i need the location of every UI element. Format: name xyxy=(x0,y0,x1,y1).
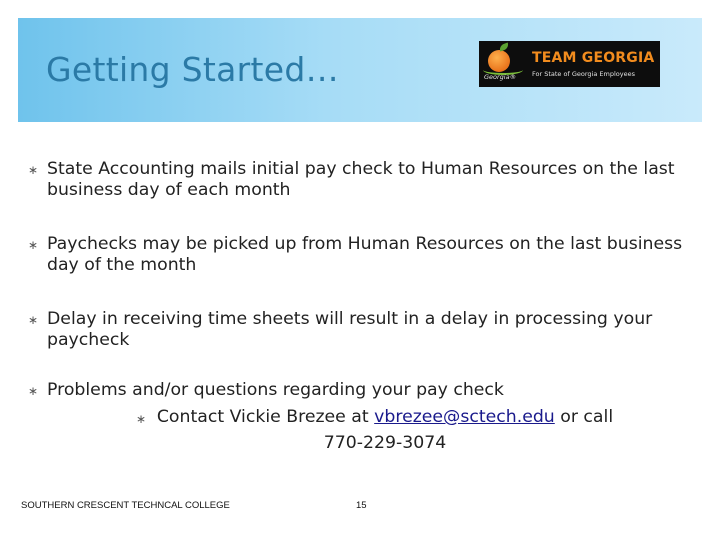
footer-college: SOUTHERN CRESCENT TECHNCAL COLLEGE xyxy=(21,500,230,511)
bullet-icon: ∗ xyxy=(28,238,39,252)
sub-bullet-icon: ∗ xyxy=(136,412,147,426)
logo-team-text: TEAM GEORGIA xyxy=(532,50,655,66)
bullet-icon: ∗ xyxy=(28,384,39,398)
email-link[interactable]: vbrezee@sctech.edu xyxy=(374,407,555,427)
slide-title: Getting Started… xyxy=(46,50,339,89)
bullet-text: Problems and/or questions regarding your pay check xyxy=(47,380,504,400)
bullet-text: Paychecks may be picked up from Human Resources on the last business day of the month xyxy=(47,234,683,275)
bullet-text: State Accounting mails initial pay check to Human Resources on the last business day of each month xyxy=(47,159,675,200)
logo-tagline: For State of Georgia Employees xyxy=(532,70,635,78)
bullet-text: Delay in receiving time sheets will result in a delay in processing your paycheck xyxy=(47,309,653,350)
bullet-icon: ∗ xyxy=(28,163,39,177)
bullet-icon: ∗ xyxy=(28,313,39,327)
logo-state-text: Georgia® xyxy=(484,73,517,81)
page-number: 15 xyxy=(356,500,367,511)
leaf-icon xyxy=(498,42,509,51)
contact-line xyxy=(155,404,615,456)
team-georgia-logo xyxy=(479,41,660,87)
contact-suffix: or call 770-229-3074 xyxy=(323,407,614,453)
contact-prefix: Contact Vickie Brezee at xyxy=(156,407,375,427)
